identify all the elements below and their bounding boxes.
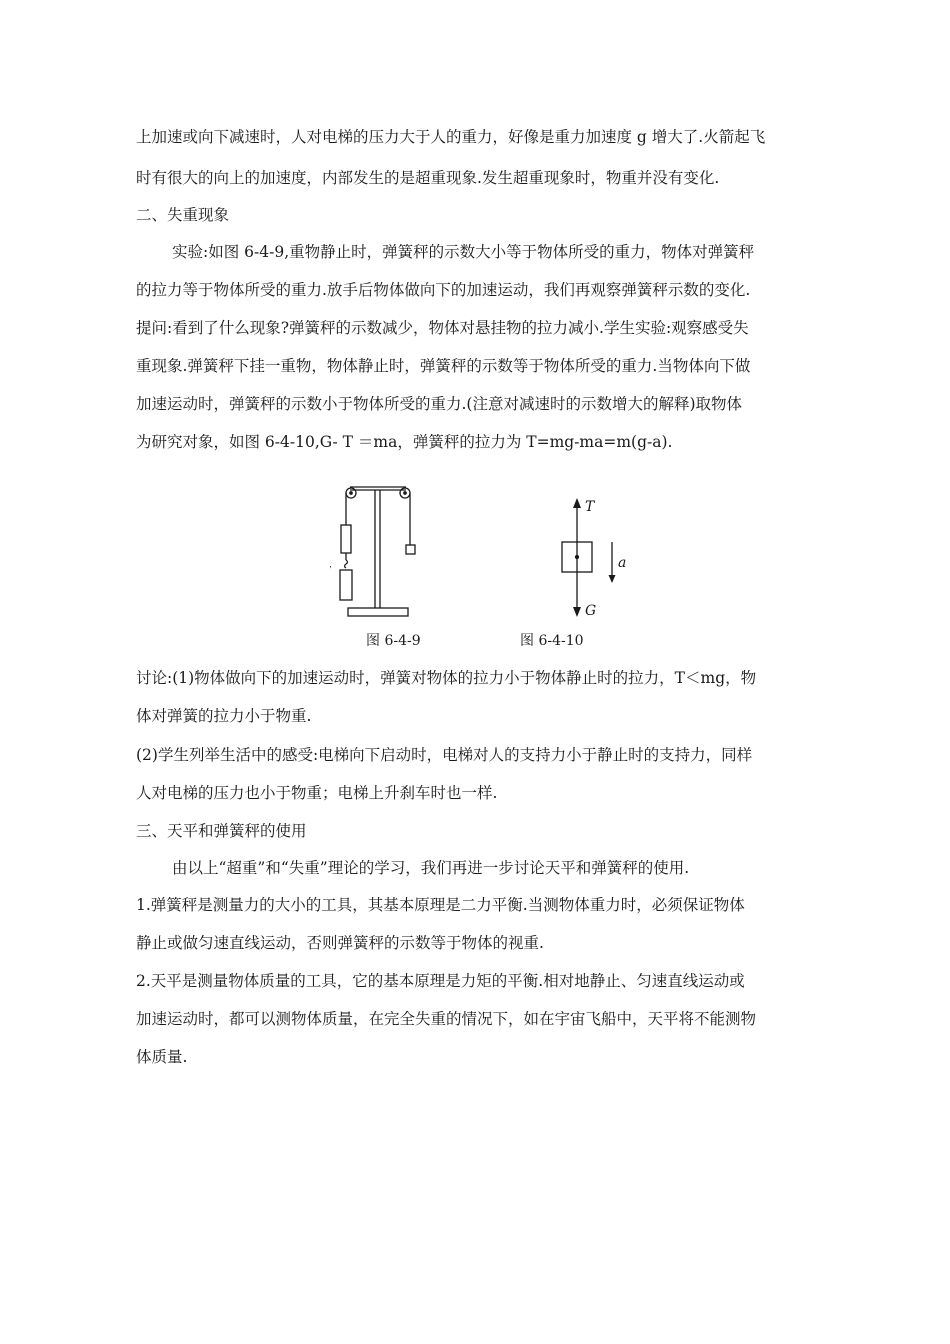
paragraph-line: 实验:如图 6-4-9,重物静止时，弹簧秤的示数大小等于物体所受的重力，物体对弹簧秤 — [172, 243, 755, 261]
paragraph-line: 人对电梯的压力也小于物重；电梯上升刹车时也一样. — [136, 784, 498, 802]
list-item-line: 2.天平是测量物体质量的工具，它的基本原理是力矩的平衡.相对地静止、匀速直线运动或 — [136, 972, 745, 990]
label-T: T — [585, 499, 595, 515]
stand-pulley-figure — [330, 487, 415, 616]
list-item-line: 体质量. — [136, 1048, 188, 1066]
list-item-line: 加速运动时，都可以测物体质量，在完全失重的情况下，如在宇宙飞船中，天平将不能测物 — [136, 1010, 757, 1028]
label-G: G — [585, 603, 597, 619]
spring-scale — [341, 525, 351, 553]
paragraph-line: 提问:看到了什么现象?弹簧秤的示数减少，物体对悬挂物的拉力减小.学生实验:观察感受失 — [136, 319, 749, 337]
figure-caption-6-4-9: 图 6-4-9 — [366, 633, 421, 649]
paragraph-line: 为研究对象，如图 6-4-10,G- T ＝ma，弹簧秤的拉力为 T=mg-ma=m(g-a). — [136, 433, 673, 451]
list-item-line: 1.弹簧秤是测量力的大小的工具，其基本原理是二力平衡.当测物体重力时，必须保证物体 — [136, 896, 745, 914]
paragraph-line: 加速运动时，弹簧秤的示数小于物体所受的重力.(注意对减速时的示数增大的解释)取物体 — [136, 395, 743, 413]
paragraph-line: 重现象.弹簧秤下挂一重物，物体静止时，弹簧秤的示数等于物体所受的重力.当物体向下做 — [136, 357, 751, 375]
list-item-line: 静止或做匀速直线运动，否则弹簧秤的示数等于物体的视重. — [136, 934, 544, 952]
stand-base — [348, 608, 408, 616]
paragraph-line: (2)学生列举生活中的感受:电梯向下启动时，电梯对人的支持力小于静止时的支持力，同样 — [136, 746, 753, 764]
tension-arrowhead — [573, 498, 581, 508]
section-heading: 二、失重现象 — [136, 206, 230, 224]
acceleration-arrowhead — [609, 575, 616, 583]
paragraph-line: 讨论:(1)物体做向下的加速运动时，弹簧对物体的拉力小于物体静止时的拉力，T＜mg，物 — [136, 669, 757, 687]
paragraph-line: 的拉力等于物体所受的重力.放手后物体做向下的加速运动，我们再观察弹簧秤示数的变化. — [136, 281, 751, 299]
free-body-figure — [562, 505, 612, 610]
gravity-arrowhead — [573, 607, 581, 617]
paragraph-line: 由以上“超重”和“失重”理论的学习，我们再进一步讨论天平和弹簧秤的使用. — [172, 859, 690, 877]
section-heading: 三、天平和弹簧秤的使用 — [136, 822, 307, 840]
paragraph-line: 时有很大的向上的加速度，内部发生的是超重现象.发生超重现象时，物重并没有变化. — [136, 169, 720, 187]
label-a: a — [618, 555, 627, 571]
figure-caption-6-4-10: 图 6-4-10 — [520, 633, 584, 649]
hanging-weight — [340, 570, 352, 600]
figures-diagram — [330, 480, 650, 650]
small-block — [406, 545, 415, 554]
paragraph-line: 体对弹簧的拉力小于物重. — [136, 707, 312, 725]
paragraph-line: 上加速或向下减速时，人对电梯的压力大于人的重力，好像是重力加速度 g 增大了.火箭起飞 — [136, 128, 766, 146]
